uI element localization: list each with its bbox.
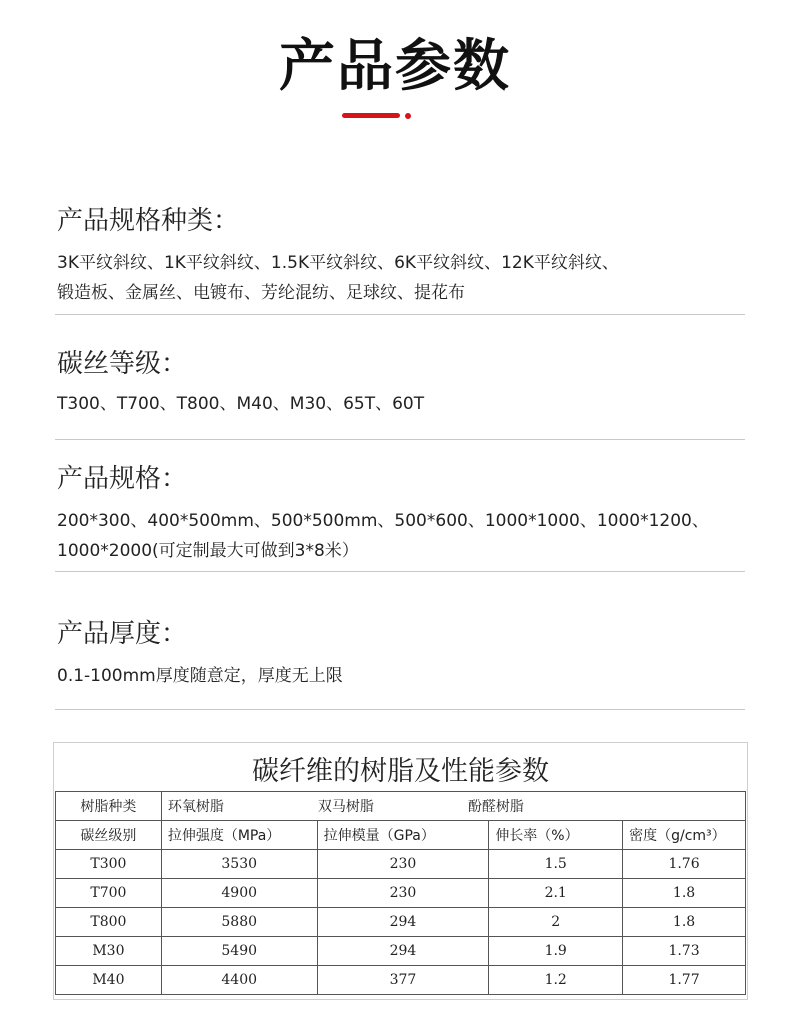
column-header: 伸长率（%） (489, 821, 623, 850)
column-header: 拉伸模量（GPa） (317, 821, 489, 850)
table-cell: 4400 (161, 966, 317, 995)
spec-table (55, 791, 746, 995)
section-body-thickness (57, 661, 757, 691)
table-cell: T800 (56, 908, 162, 937)
divider (55, 709, 745, 710)
divider (55, 571, 745, 572)
divider (55, 314, 745, 315)
title-accent-dot (405, 113, 411, 119)
table-row (56, 850, 746, 879)
divider (55, 439, 745, 440)
table-row (56, 937, 746, 966)
table-cell: M30 (56, 937, 162, 966)
table-header-row (56, 821, 746, 850)
table-cell: 1.5 (489, 850, 623, 879)
table-row (56, 908, 746, 937)
section-body-product-size (57, 506, 777, 566)
resin-name: 酚醛树脂 (467, 799, 524, 815)
section-body-product-types (57, 248, 757, 308)
section-body-fiber-grade (57, 389, 757, 419)
resin-row (56, 792, 746, 821)
table-cell: 1.8 (623, 908, 746, 937)
table-cell: 230 (317, 850, 489, 879)
table-cell: 5880 (161, 908, 317, 937)
table-row (56, 879, 746, 908)
spec-table-title: 碳纤维的树脂及性能参数 (252, 756, 549, 787)
table-cell: 1.8 (623, 879, 746, 908)
table-cell: 4900 (161, 879, 317, 908)
table-cell: 294 (317, 937, 489, 966)
table-row (56, 966, 746, 995)
section-line: 3K平纹斜纹、1K平纹斜纹、1.5K平纹斜纹、6K平纹斜纹、12K平纹斜纹、 (57, 253, 619, 273)
table-cell: 1.9 (489, 937, 623, 966)
table-cell: 3530 (161, 850, 317, 879)
column-header: 密度（g/cm³） (623, 821, 746, 850)
resin-name: 双马树脂 (317, 799, 374, 815)
section-heading-product-size: 产品规格： (57, 464, 188, 494)
column-header: 碳丝级别 (56, 821, 162, 850)
resin-label-cell: 树脂种类 (56, 792, 162, 821)
section-line: 1000*2000(可定制最大可做到3*8米） (57, 541, 359, 561)
table-cell: T300 (56, 850, 162, 879)
table-cell: 1.73 (623, 937, 746, 966)
table-cell: 1.77 (623, 966, 746, 995)
resin-values-cell (161, 792, 745, 821)
table-cell: 2.1 (489, 879, 623, 908)
resin-name: 环氧树脂 (167, 799, 224, 815)
section-line: T300、T700、T800、M40、M30、65T、60T (57, 394, 425, 414)
column-header: 拉伸强度（MPa） (161, 821, 317, 850)
table-cell: 377 (317, 966, 489, 995)
section-heading-product-types: 产品规格种类： (57, 206, 240, 236)
page-title: 产品参数 (279, 34, 511, 99)
table-cell: 230 (317, 879, 489, 908)
title-accent-bar (342, 113, 400, 118)
table-cell: 1.76 (623, 850, 746, 879)
table-cell: 1.2 (489, 966, 623, 995)
section-heading-thickness: 产品厚度： (57, 619, 188, 649)
section-line: 200*300、400*500mm、500*500mm、500*600、1000*1000、1000*1200、 (57, 511, 709, 531)
section-heading-fiber-grade: 碳丝等级： (57, 349, 188, 379)
section-line: 锻造板、金属丝、电镀布、芳纶混纺、足球纹、提花布 (57, 283, 465, 303)
table-cell: T700 (56, 879, 162, 908)
table-cell: 2 (489, 908, 623, 937)
section-line: 0.1-100mm厚度随意定，厚度无上限 (57, 666, 343, 686)
spec-table-panel (53, 742, 748, 1000)
table-cell: 294 (317, 908, 489, 937)
table-cell: M40 (56, 966, 162, 995)
table-cell: 5490 (161, 937, 317, 966)
